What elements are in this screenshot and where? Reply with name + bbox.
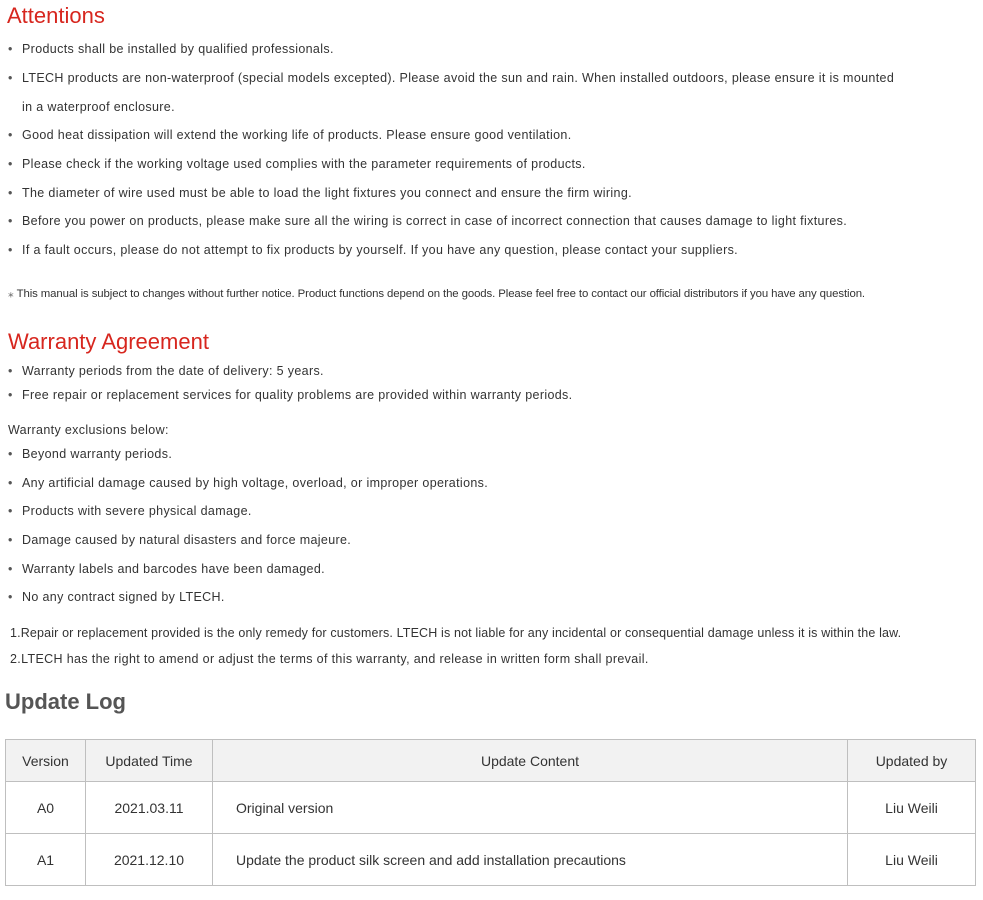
attention-item-text: The diameter of wire used must be able to load the light fixtures you connect and ensure the firm wiring.	[22, 186, 632, 200]
warranty-term: 1.Repair or replacement provided is the only remedy for customers. LTECH is not liable for any incidental or consequential damage unless it is within the law.	[10, 626, 902, 640]
exclusions-heading: Warranty exclusions below:	[8, 423, 169, 437]
attention-item	[8, 70, 894, 86]
bullet-icon: •	[8, 476, 13, 490]
bullet-icon: •	[8, 157, 13, 171]
disclaimer-note-text: This manual is subject to changes without further notice. Product functions depend on the goods. Please feel free to contact our official distributors if you have any question.	[16, 288, 865, 300]
warranty-item	[8, 387, 572, 403]
bullet-icon: •	[8, 562, 13, 576]
cell-update-content: Original version	[213, 782, 848, 834]
table-row	[6, 834, 976, 886]
attention-item	[8, 242, 738, 258]
attentions-title: Attentions	[7, 3, 105, 28]
bullet-icon: •	[8, 186, 13, 200]
bullet-icon: •	[8, 128, 13, 142]
exclusion-item	[8, 532, 351, 548]
bullet-icon: •	[8, 388, 13, 402]
bullet-icon: •	[8, 42, 13, 56]
exclusion-item-text: Warranty labels and barcodes have been damaged.	[22, 562, 325, 576]
cell-version: A0	[6, 782, 86, 834]
exclusion-item	[8, 561, 325, 577]
column-header-updated-time: Updated Time	[86, 740, 213, 782]
bullet-icon: •	[8, 214, 13, 228]
attention-item-text: Products shall be installed by qualified professionals.	[22, 42, 334, 56]
warranty-title: Warranty Agreement	[8, 329, 209, 354]
bullet-icon: •	[8, 364, 13, 378]
asterisk-icon: ⁎	[8, 288, 14, 300]
warranty-item-text: Warranty periods from the date of delivery: 5 years.	[22, 364, 324, 378]
attention-item	[8, 156, 586, 172]
exclusion-item	[8, 475, 488, 491]
attention-item	[8, 127, 572, 143]
exclusion-item-text: Damage caused by natural disasters and force majeure.	[22, 533, 352, 547]
exclusion-item	[8, 503, 252, 519]
bullet-icon: •	[8, 533, 13, 547]
attention-item-text: LTECH products are non-waterproof (special models excepted). Please avoid the sun and rain. When installed outdoors, please ensure it is mounted	[22, 71, 895, 85]
exclusion-item-text: Any artificial damage caused by high voltage, overload, or improper operations.	[22, 476, 489, 490]
column-header-version: Version	[6, 740, 86, 782]
attention-item-continuation: in a waterproof enclosure.	[22, 100, 175, 114]
cell-version: A1	[6, 834, 86, 886]
attention-item	[8, 185, 632, 201]
cell-updated-by: Liu Weili	[848, 782, 976, 834]
column-header-updated-by: Updated by	[848, 740, 976, 782]
cell-updated-time: 2021.03.11	[86, 782, 213, 834]
attention-item-text: If a fault occurs, please do not attempt to fix products by yourself. If you have any question, please contact your suppliers.	[22, 243, 738, 257]
bullet-icon: •	[8, 71, 13, 85]
exclusion-item-text: Products with severe physical damage.	[22, 504, 252, 518]
bullet-icon: •	[8, 504, 13, 518]
exclusion-item-text: No any contract signed by LTECH.	[22, 590, 225, 604]
cell-update-content: Update the product silk screen and add installation precautions	[213, 834, 848, 886]
attention-item	[8, 41, 334, 57]
warranty-item	[8, 363, 324, 379]
warranty-term: 2.LTECH has the right to amend or adjust the terms of this warranty, and release in written form shall prevail.	[10, 652, 649, 666]
attention-item-text: Good heat dissipation will extend the working life of products. Please ensure good ventilation.	[22, 128, 572, 142]
attention-item-text: Please check if the working voltage used complies with the parameter requirements of products.	[22, 157, 586, 171]
attention-item	[8, 213, 847, 229]
table-row	[6, 782, 976, 834]
cell-updated-by: Liu Weili	[848, 834, 976, 886]
bullet-icon: •	[8, 590, 13, 604]
table-header-row	[6, 740, 976, 782]
cell-updated-time: 2021.12.10	[86, 834, 213, 886]
bullet-icon: •	[8, 243, 13, 257]
update-log-table	[5, 739, 976, 886]
bullet-icon: •	[8, 447, 13, 461]
exclusion-item-text: Beyond warranty periods.	[22, 447, 173, 461]
disclaimer-note	[8, 286, 865, 302]
exclusion-item	[8, 446, 172, 462]
warranty-item-text: Free repair or replacement services for quality problems are provided within warranty periods.	[22, 388, 573, 402]
update-log-title: Update Log	[5, 689, 126, 714]
attention-item-text: Before you power on products, please make sure all the wiring is correct in case of incorrect connection that causes damage to light fixtures.	[22, 214, 848, 228]
column-header-update-content: Update Content	[213, 740, 848, 782]
exclusion-item	[8, 589, 225, 605]
